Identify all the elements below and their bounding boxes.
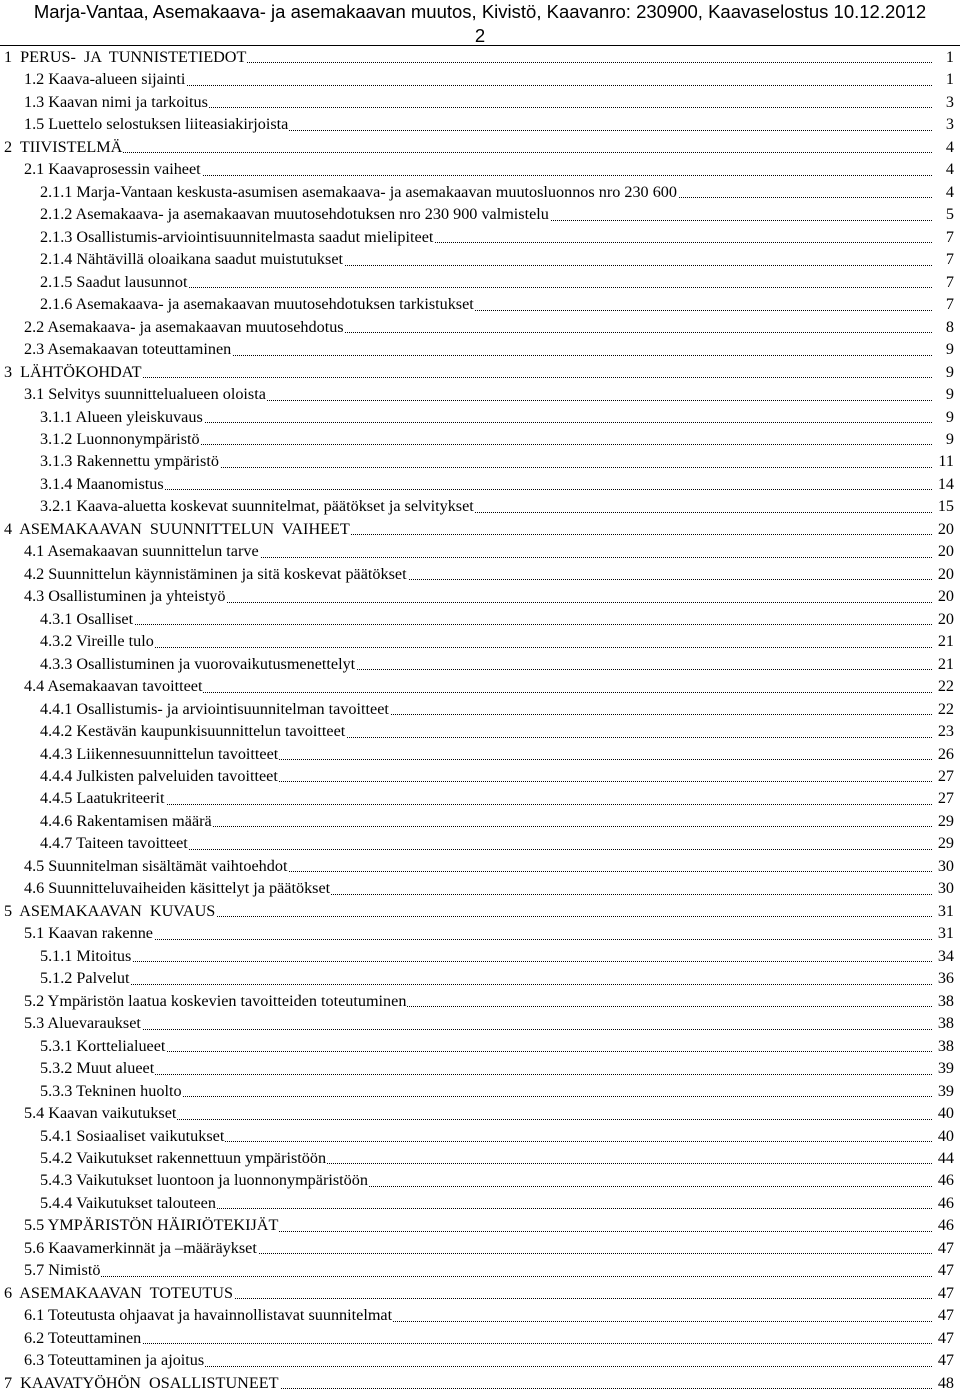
- toc-entry[interactable]: [0, 91, 960, 113]
- dot-leader: [60, 1051, 934, 1052]
- toc-entry-page: 3: [932, 91, 954, 113]
- toc-entry[interactable]: [0, 855, 960, 877]
- toc-entry-page: 4: [932, 136, 954, 158]
- toc-entry[interactable]: [0, 540, 960, 562]
- toc-entry-label: 6.1 Toteutusta ohjaavat ja havainnollistavat suunnitelmat: [24, 1304, 393, 1326]
- dot-leader: [60, 961, 934, 962]
- toc-entry-label: 5.1.1 Mitoitus: [40, 945, 132, 967]
- toc-entry-label: 4.4.2 Kestävän kaupunkisuunnittelun tavoitteet: [40, 720, 346, 742]
- toc-entry-label: 4.4.7 Taiteen tavoitteet: [40, 832, 189, 854]
- toc-entry[interactable]: [0, 810, 960, 832]
- toc-entry-page: 47: [932, 1304, 954, 1326]
- dot-leader: [24, 377, 934, 378]
- toc-entry-label: 1.2 Kaava-alueen sijainti: [24, 68, 186, 90]
- toc-entry-page: 4: [932, 181, 954, 203]
- toc-entry[interactable]: [0, 226, 960, 248]
- toc-entry-page: 7: [932, 226, 954, 248]
- toc-entry[interactable]: [0, 1035, 960, 1057]
- toc-entry[interactable]: [0, 675, 960, 697]
- toc-entry-label: 5.1 Kaavan rakenne: [24, 922, 154, 944]
- toc-entry-page: 34: [932, 945, 954, 967]
- toc-entry[interactable]: [0, 383, 960, 405]
- toc-entry-label: 2.1.2 Asemakaava- ja asemakaavan muutosehdotuksen nro 230 900 valmistelu: [40, 203, 550, 225]
- toc-entry-label: 4.4.5 Laatukriteerit: [40, 787, 166, 809]
- toc-entry[interactable]: [0, 473, 960, 495]
- toc-entry-label: 4.4.4 Julkisten palveluiden tavoitteet: [40, 765, 279, 787]
- toc-entry[interactable]: [0, 922, 960, 944]
- toc-entry-page: 29: [932, 832, 954, 854]
- toc-entry-page: 21: [932, 630, 954, 652]
- toc-entry[interactable]: [0, 495, 960, 517]
- toc-entry-page: 9: [932, 361, 954, 383]
- toc-entry[interactable]: [0, 1012, 960, 1034]
- toc-entry[interactable]: [0, 1125, 960, 1147]
- dot-leader: [60, 849, 934, 850]
- toc-entry-page: 3: [932, 113, 954, 135]
- toc-entry[interactable]: [0, 1327, 960, 1349]
- dot-leader: [60, 287, 934, 288]
- toc-entry[interactable]: [0, 1147, 960, 1169]
- toc-entry-page: 40: [932, 1125, 954, 1147]
- toc-entry-page: 9: [932, 428, 954, 450]
- dot-leader: [60, 624, 934, 625]
- toc-entry-page: 9: [932, 383, 954, 405]
- toc-entry-label: 4 ASEMAKAAVAN SUUNNITTELUN VAIHEET: [4, 518, 351, 540]
- toc-entry[interactable]: [0, 1080, 960, 1102]
- dot-leader: [44, 1343, 934, 1344]
- toc-entry[interactable]: [0, 248, 960, 270]
- toc-entry[interactable]: [0, 698, 960, 720]
- toc-entry-page: 47: [932, 1327, 954, 1349]
- toc-entry-page: 31: [932, 900, 954, 922]
- dot-leader: [44, 1276, 934, 1277]
- toc-entry-page: 30: [932, 877, 954, 899]
- toc-entry-label: 5.4.4 Vaikutukset talouteen: [40, 1192, 217, 1214]
- toc-entry-label: 1.3 Kaavan nimi ja tarkoitus: [24, 91, 209, 113]
- toc-entry[interactable]: [0, 743, 960, 765]
- toc-entry[interactable]: [0, 450, 960, 472]
- toc-entry[interactable]: [0, 46, 960, 68]
- toc-entry-label: 5.4 Kaavan vaikutukset: [24, 1102, 177, 1124]
- toc-entry[interactable]: [0, 1259, 960, 1281]
- toc-entry[interactable]: [0, 608, 960, 630]
- toc-entry[interactable]: [0, 1304, 960, 1326]
- toc-entry[interactable]: [0, 1169, 960, 1191]
- toc-entry-page: 38: [932, 1012, 954, 1034]
- toc-entry-label: 5.2 Ympäristön laatua koskevien tavoitteiden toteutuminen: [24, 990, 407, 1012]
- dot-leader: [24, 152, 934, 153]
- toc-entry-label: 3.1.2 Luonnonympäristö: [40, 428, 201, 450]
- toc-entry-label: 4.6 Suunnitteluvaiheiden käsittelyt ja päätökset: [24, 877, 331, 899]
- toc-entry-label: 4.4.3 Liikennesuunnittelun tavoitteet: [40, 743, 279, 765]
- toc-entry[interactable]: [0, 832, 960, 854]
- toc-entry[interactable]: [0, 203, 960, 225]
- toc-entry-page: 23: [932, 720, 954, 742]
- toc-entry-page: 9: [932, 338, 954, 360]
- dot-leader: [60, 1096, 934, 1097]
- document-title: Marja-Vantaa, Asemakaava- ja asemakaavan muutos, Kivistö, Kaavanro: 230900, Kaavaselostus 10.12.2012: [33, 1, 927, 22]
- toc-entry-page: 1: [932, 68, 954, 90]
- toc-entry-label: 2.2 Asemakaava- ja asemakaavan muutosehdotus: [24, 316, 345, 338]
- toc-entry-page: 27: [932, 765, 954, 787]
- toc-entry-label: 3.1 Selvitys suunnittelualueen oloista: [24, 383, 267, 405]
- toc-entry[interactable]: [0, 630, 960, 652]
- toc-entry[interactable]: [0, 563, 960, 585]
- toc-entry-page: 47: [932, 1237, 954, 1259]
- toc-entry-page: 20: [932, 518, 954, 540]
- toc-entry-label: 5.5 YMPÄRISTÖN HÄIRIÖTEKIJÄT: [24, 1214, 279, 1236]
- toc-entry[interactable]: [0, 1102, 960, 1124]
- toc-entry[interactable]: [0, 765, 960, 787]
- dot-leader: [44, 1119, 934, 1120]
- toc-entry-label: 2.3 Asemakaavan toteuttaminen: [24, 338, 232, 360]
- toc-entry-page: 7: [932, 271, 954, 293]
- toc-entry-page: 20: [932, 540, 954, 562]
- toc-entry-page: 38: [932, 990, 954, 1012]
- toc-entry[interactable]: [0, 1214, 960, 1236]
- toc-entry-label: 1.5 Luettelo selostuksen liiteasiakirjoista: [24, 113, 289, 135]
- toc-entry-label: 2 TIIVISTELMÄ: [4, 136, 123, 158]
- toc-entry-page: 9: [932, 406, 954, 428]
- toc-entry-page: 44: [932, 1147, 954, 1169]
- toc-entry-page: 48: [932, 1372, 954, 1394]
- toc-entry-page: 4: [932, 158, 954, 180]
- dot-leader: [60, 804, 934, 805]
- toc-entry-label: 5.7 Nimistö: [24, 1259, 101, 1281]
- toc-entry[interactable]: [0, 428, 960, 450]
- toc-entry-label: 4.1 Asemakaavan suunnittelun tarve: [24, 540, 260, 562]
- toc-entry-page: 29: [932, 810, 954, 832]
- toc-entry[interactable]: [0, 271, 960, 293]
- page-header: [0, 0, 960, 48]
- toc-entry-label: 4.3 Osallistuminen ja yhteistyö: [24, 585, 226, 607]
- toc-entry-page: 5: [932, 203, 954, 225]
- toc-entry[interactable]: [0, 1349, 960, 1371]
- toc-entry-page: 47: [932, 1282, 954, 1304]
- toc-entry-page: 47: [932, 1259, 954, 1281]
- toc-entry-page: 31: [932, 922, 954, 944]
- toc-entry-label: 6 ASEMAKAAVAN TOTEUTUS: [4, 1282, 234, 1304]
- toc-entry-page: 39: [932, 1080, 954, 1102]
- toc-entry[interactable]: [0, 1372, 960, 1394]
- toc-entry-label: 3.1.4 Maanomistus: [40, 473, 165, 495]
- toc-entry-label: 1 PERUS- JA TUNNISTETIEDOT: [4, 46, 247, 68]
- toc-entry-page: 30: [932, 855, 954, 877]
- toc-entry-page: 38: [932, 1035, 954, 1057]
- toc-entry-page: 21: [932, 653, 954, 675]
- toc-entry-page: 36: [932, 967, 954, 989]
- toc-entry-label: 5.6 Kaavamerkinnät ja –määräykset: [24, 1237, 258, 1259]
- toc-entry-label: 4.3.2 Vireille tulo: [40, 630, 155, 652]
- toc-entry-page: 20: [932, 585, 954, 607]
- dot-leader: [44, 1029, 934, 1030]
- toc-entry[interactable]: [0, 720, 960, 742]
- toc-entry-label: 5.4.3 Vaikutukset luontoon ja luonnonympäristöön: [40, 1169, 369, 1191]
- toc-entry[interactable]: [0, 1282, 960, 1304]
- toc-entry[interactable]: [0, 293, 960, 315]
- toc-entry-label: 4.4 Asemakaavan tavoitteet: [24, 675, 203, 697]
- toc-entry[interactable]: [0, 1192, 960, 1214]
- toc-entry-label: 2.1.1 Marja-Vantaan keskusta-asumisen asemakaava- ja asemakaavan muutosluonnos nro 230 600: [40, 181, 678, 203]
- toc-entry-page: 39: [932, 1057, 954, 1079]
- toc-entry-label: 5.3.1 Korttelialueet: [40, 1035, 166, 1057]
- toc-entry[interactable]: [0, 181, 960, 203]
- toc-entry-label: 4.3.3 Osallistuminen ja vuorovaikutusmenettelyt: [40, 653, 356, 675]
- toc-entry-label: 5.1.2 Palvelut: [40, 967, 130, 989]
- toc-entry-page: 1: [932, 46, 954, 68]
- toc-entry-page: 47: [932, 1349, 954, 1371]
- toc-entry-label: 2.1 Kaavaprosessin vaiheet: [24, 158, 202, 180]
- dot-leader: [44, 939, 934, 940]
- toc-entry-label: 6.3 Toteuttaminen ja ajoitus: [24, 1349, 205, 1371]
- toc-entry-page: 8: [932, 316, 954, 338]
- toc-entry-label: 4.3.1 Osalliset: [40, 608, 134, 630]
- toc-entry[interactable]: [0, 1237, 960, 1259]
- toc-entry-page: 27: [932, 787, 954, 809]
- toc-entry-page: 46: [932, 1214, 954, 1236]
- toc-entry-page: 20: [932, 563, 954, 585]
- toc-entry[interactable]: [0, 158, 960, 180]
- toc-entry-label: 5.3.2 Muut alueet: [40, 1057, 155, 1079]
- toc-entry-page: 15: [932, 495, 954, 517]
- toc-entry-page: 7: [932, 248, 954, 270]
- page-number: 2: [474, 25, 486, 46]
- toc-entry-label: 7 KAAVATYÖHÖN OSALLISTUNEET: [4, 1372, 280, 1394]
- toc-entry[interactable]: [0, 68, 960, 90]
- toc-entry-label: 3.1.1 Alueen yleiskuvaus: [40, 406, 204, 428]
- dot-leader: [60, 984, 934, 985]
- toc-entry[interactable]: [0, 585, 960, 607]
- toc-entry-label: 5.4.2 Vaikutukset rakennettuun ympäristöön: [40, 1147, 327, 1169]
- toc-entry-page: 7: [932, 293, 954, 315]
- toc-entry-page: 46: [932, 1192, 954, 1214]
- toc-entry-label: 2.1.6 Asemakaava- ja asemakaavan muutosehdotuksen tarkistukset: [40, 293, 475, 315]
- dot-leader: [60, 1074, 934, 1075]
- dot-leader: [60, 489, 934, 490]
- toc-entry[interactable]: [0, 518, 960, 540]
- toc-entry-label: 5.3.3 Tekninen huolto: [40, 1080, 183, 1102]
- toc-entry-page: 11: [932, 450, 954, 472]
- toc-entry[interactable]: [0, 967, 960, 989]
- toc-entry-label: 2.1.5 Saadut lausunnot: [40, 271, 188, 293]
- toc-entry[interactable]: [0, 406, 960, 428]
- toc-entry[interactable]: [0, 653, 960, 675]
- toc-entry-label: 4.2 Suunnittelun käynnistäminen ja sitä koskevat päätökset: [24, 563, 408, 585]
- toc-entry-page: 22: [932, 698, 954, 720]
- toc-entry[interactable]: [0, 877, 960, 899]
- toc-entry[interactable]: [0, 945, 960, 967]
- toc-entry-label: 5 ASEMAKAAVAN KUVAUS: [4, 900, 216, 922]
- toc-entry-page: 46: [932, 1169, 954, 1191]
- toc-entry[interactable]: [0, 990, 960, 1012]
- toc-entry-label: 2.1.3 Osallistumis-arviointisuunnitelmasta saadut mielipiteet: [40, 226, 434, 248]
- toc-entry-label: 4.4.6 Rakentamisen määrä: [40, 810, 213, 832]
- toc-entry-label: 5.3 Aluevaraukset: [24, 1012, 142, 1034]
- toc-entry-page: 20: [932, 608, 954, 630]
- toc-entry-label: 6.2 Toteuttaminen: [24, 1327, 142, 1349]
- toc-entry-label: 2.1.4 Nähtävillä oloaikana saadut muistutukset: [40, 248, 344, 270]
- toc-entry-label: 3 LÄHTÖKOHDAT: [4, 361, 143, 383]
- toc-entry-page: 26: [932, 743, 954, 765]
- toc-entry-label: 3.2.1 Kaava-aluetta koskevat suunnitelmat, päätökset ja selvitykset: [40, 495, 475, 517]
- dot-leader: [60, 647, 934, 648]
- toc-entry[interactable]: [0, 338, 960, 360]
- toc-entry-label: 4.4.1 Osallistumis- ja arviointisuunnitelman tavoitteet: [40, 698, 390, 720]
- toc-entry[interactable]: [0, 113, 960, 135]
- toc-entry[interactable]: [0, 136, 960, 158]
- toc-entry[interactable]: [0, 787, 960, 809]
- toc-entry-label: 4.5 Suunnitelman sisältämät vaihtoehdot: [24, 855, 288, 877]
- toc-entry[interactable]: [0, 361, 960, 383]
- toc-entry[interactable]: [0, 316, 960, 338]
- toc-entry-label: 3.1.3 Rakennettu ympäristö: [40, 450, 220, 472]
- toc-entry-page: 14: [932, 473, 954, 495]
- toc-entry-label: 5.4.1 Sosiaaliset vaikutukset: [40, 1125, 225, 1147]
- toc-entry[interactable]: [0, 900, 960, 922]
- toc-entry-page: 40: [932, 1102, 954, 1124]
- toc-entry[interactable]: [0, 1057, 960, 1079]
- toc-entry-page: 22: [932, 675, 954, 697]
- table-of-contents: [0, 46, 960, 1394]
